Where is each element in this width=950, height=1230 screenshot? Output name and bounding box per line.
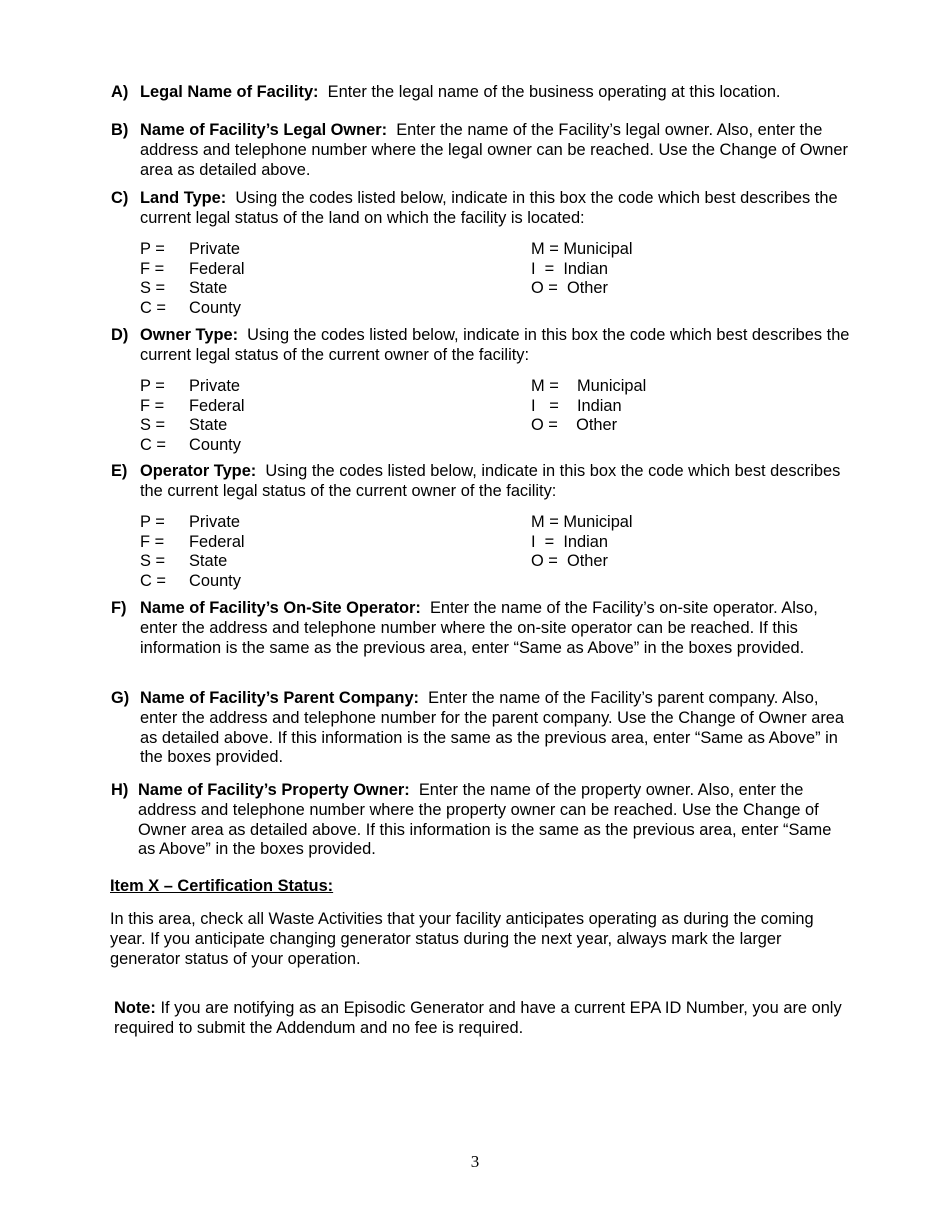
code-row: P = Private: [140, 512, 241, 531]
item-f: [111, 599, 851, 658]
item-letter: A): [111, 83, 129, 101]
code-row: O = Other: [531, 415, 618, 434]
code-row: C = County: [140, 298, 241, 317]
item-body: Using the codes listed below, indicate in this box the code which best describes the current legal status of the current owner of the facility:: [140, 326, 850, 364]
item-body: Enter the legal name of the business operating at this location.: [327, 83, 781, 101]
item-body: Enter the name of the property owner. Also, enter the address and telephone number where the property owner can be reached. Use the Change of Owner area as detailed above. If this information is the same as the previous area, enter “Same as Above” in the boxes provided.: [138, 781, 832, 859]
code-row: S = State: [140, 415, 228, 434]
item-label: Name of Facility’s Property Owner:: [138, 781, 410, 799]
item-letter: E): [111, 462, 128, 480]
code-row: P = Private: [140, 376, 241, 395]
code-row: I = Indian: [531, 259, 608, 278]
item-c: [111, 189, 851, 319]
item-label: Name of Facility’s On-Site Operator:: [140, 599, 421, 617]
item-letter: D): [111, 326, 129, 344]
item-label: Name of Facility’s Legal Owner:: [140, 121, 388, 139]
item-body: Using the codes listed below, indicate in this box the code which best describes the current legal status of the current owner of the facility:: [140, 462, 841, 500]
code-row: S = State: [140, 278, 228, 297]
item-label: Operator Type:: [140, 462, 257, 480]
section-heading: Item X – Certification Status:: [110, 877, 334, 895]
item-letter: C): [111, 189, 129, 207]
item-label: Legal Name of Facility:: [140, 83, 319, 101]
item-a: [111, 83, 851, 103]
item-body: Using the codes listed below, indicate in this box the code which best describes the current legal status of the land on which the facility is located:: [140, 189, 838, 227]
item-d: [111, 326, 851, 456]
land-type-codes: [140, 240, 851, 319]
item-label: Name of Facility’s Parent Company:: [140, 689, 420, 707]
item-g: [111, 689, 851, 768]
code-row: M = Municipal: [531, 239, 633, 258]
code-row: F = Federal: [140, 259, 245, 278]
code-row: F = Federal: [140, 396, 245, 415]
code-row: M = Municipal: [531, 512, 633, 531]
item-label: Owner Type:: [140, 326, 239, 344]
code-row: M = Municipal: [531, 376, 647, 395]
note-label: Note:: [114, 999, 156, 1017]
code-row: F = Federal: [140, 532, 245, 551]
code-row: P = Private: [140, 239, 241, 258]
section-paragraph: In this area, check all Waste Activities that your facility anticipates operating as during the coming year. If you anticipate changing generator status during the next year, always mark the larger generator status of your operation.: [110, 910, 814, 968]
code-row: O = Other: [531, 278, 608, 297]
item-body: Enter the name of the Facility’s legal owner. Also, enter the address and telephone number where the legal owner can be reached. Use the Change of Owner area as detailed above.: [140, 121, 848, 179]
code-row: C = County: [140, 571, 241, 590]
item-b: [111, 121, 851, 180]
code-row: I = Indian: [531, 532, 608, 551]
page-number: 3: [470, 1152, 480, 1171]
note-body: If you are notifying as an Episodic Generator and have a current EPA ID Number, you are only required to submit the Addendum and no fee is required.: [114, 999, 842, 1037]
note-paragraph: [114, 999, 884, 1039]
item-h: [111, 781, 851, 860]
item-body: Enter the name of the Facility’s parent company. Also, enter the address and telephone number for the parent company. Use the Change of Owner area as detailed above. If this information is the same as the previous area, enter “Same as Above” in the boxes provided.: [140, 689, 845, 767]
item-letter: B): [111, 121, 129, 139]
operator-type-codes: [140, 513, 851, 592]
item-e: [111, 462, 851, 592]
item-label: Land Type:: [140, 189, 227, 207]
code-row: C = County: [140, 435, 241, 454]
code-row: O = Other: [531, 551, 608, 570]
owner-type-codes: [140, 377, 851, 456]
item-letter: G): [111, 689, 130, 707]
item-letter: H): [111, 781, 129, 799]
code-row: I = Indian: [531, 396, 622, 415]
item-body: Enter the name of the Facility’s on-site operator. Also, enter the address and telephone number where the on-site operator can be reached. If this information is the same as the previous area, enter “Same as Above” in the boxes provided.: [140, 599, 818, 657]
item-letter: F): [111, 599, 127, 617]
code-row: S = State: [140, 551, 228, 570]
